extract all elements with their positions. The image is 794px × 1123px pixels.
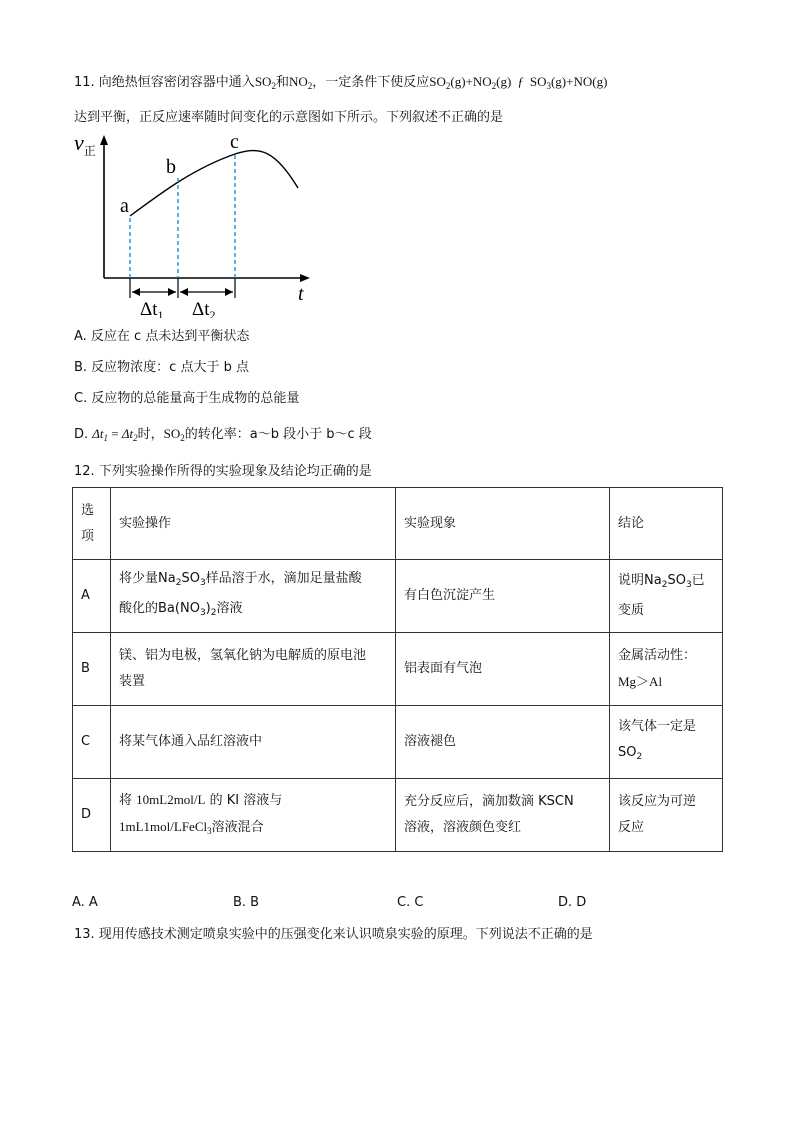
q11-option-b[interactable]: B. 反应物浓度：c 点大于 b 点: [74, 360, 249, 375]
rate-time-graph: [70, 128, 320, 318]
row-label: A: [73, 560, 111, 633]
phenomenon-cell: 铝表面有气泡: [396, 633, 610, 706]
operation-cell: 将某气体通入品红溶液中: [111, 706, 396, 779]
operation-cell: 将少量$Na_2SO_3$样品溶于水，滴加足量盐酸 酸化的$Ba(NO_3)_2$溶液: [111, 560, 396, 633]
dt2-label: $\Delta t_2$: [192, 299, 216, 318]
question-11-stem: [74, 73, 607, 95]
conclusion-cell: 该气体一定是 $SO_2$: [610, 706, 723, 779]
q11-prefix: 11. 向绝热恒容密闭容器中通入: [74, 75, 255, 90]
question-11-stem-line2: 达到平衡，正反应速率随时间变化的示意图如下所示。下列叙述不正确的是: [74, 110, 504, 125]
table-row: [73, 633, 723, 706]
q12-answer-a[interactable]: A. A: [72, 895, 98, 910]
phenomenon-cell: 溶液褪色: [396, 706, 610, 779]
no2-formula: $NO_2$: [288, 74, 313, 91]
point-c-label: c: [230, 131, 239, 153]
and-text: 和: [275, 75, 289, 90]
reaction-equation: $SO_2(g)+NO_2(g)$ ƒ $SO_3(g)+NO(g)$: [429, 74, 608, 91]
point-b-label: b: [166, 156, 176, 178]
q11-middle: ，一定条件下使反应: [312, 75, 430, 90]
q11-option-a[interactable]: A. 反应在 c 点未达到平衡状态: [74, 329, 250, 344]
q11-option-d[interactable]: D. $\Delta t_1 = \Delta t_2$时，$SO_2$的转化率：a～b 段小于 b～c 段: [74, 426, 372, 443]
experiment-table: [72, 487, 723, 852]
phenomenon-cell: 有白色沉淀产生: [396, 560, 610, 633]
phenomenon-cell: 充分反应后，滴加数滴 KSCN 溶液，溶液颜色变红: [396, 779, 610, 852]
header-operation: 实验操作: [111, 488, 396, 560]
row-label: D: [73, 779, 111, 852]
question-12-stem: 12. 下列实验操作所得的实验现象及结论均正确的是: [74, 464, 372, 479]
header-phenomenon: 实验现象: [396, 488, 610, 560]
header-conclusion: 结论: [610, 488, 723, 560]
row-label: C: [73, 706, 111, 779]
conclusion-cell: 说明$Na_2SO_3$已 变质: [610, 560, 723, 633]
operation-cell: 将 10mL2mol/L 的 KI 溶液与 1mL1mol/LFeCl$_3$溶液混合: [111, 779, 396, 852]
q12-answer-d[interactable]: D. D: [558, 895, 587, 910]
y-axis-label: $v_正$: [74, 130, 96, 158]
q12-answer-c[interactable]: C. C: [397, 895, 424, 910]
operation-cell: 镁、铝为电极，氢氧化钠为电解质的原电池 装置: [111, 633, 396, 706]
conclusion-cell: 金属活动性： Mg＞Al: [610, 633, 723, 706]
table-header-row: [73, 488, 723, 560]
so2-formula: $SO_2$: [254, 74, 276, 91]
x-axis-arrow: [300, 274, 310, 282]
question-13-stem: 13. 现用传感技术测定喷泉实验中的压强变化来认识喷泉实验的原理。下列说法不正确的是: [74, 927, 593, 942]
dt1-label: $\Delta t_1$: [140, 299, 164, 318]
conclusion-cell: 该反应为可逆 反应: [610, 779, 723, 852]
x-axis-label: t: [298, 283, 304, 305]
table-row: [73, 779, 723, 852]
y-axis-arrow: [100, 135, 108, 145]
point-a-label: a: [120, 195, 129, 217]
header-option: 选 项: [73, 488, 111, 560]
row-label: B: [73, 633, 111, 706]
table-row: [73, 560, 723, 633]
q11-option-c[interactable]: C. 反应物的总能量高于生成物的总能量: [74, 391, 300, 406]
q12-answer-b[interactable]: B. B: [233, 895, 260, 910]
rate-curve: [130, 151, 298, 216]
table-row: [73, 706, 723, 779]
